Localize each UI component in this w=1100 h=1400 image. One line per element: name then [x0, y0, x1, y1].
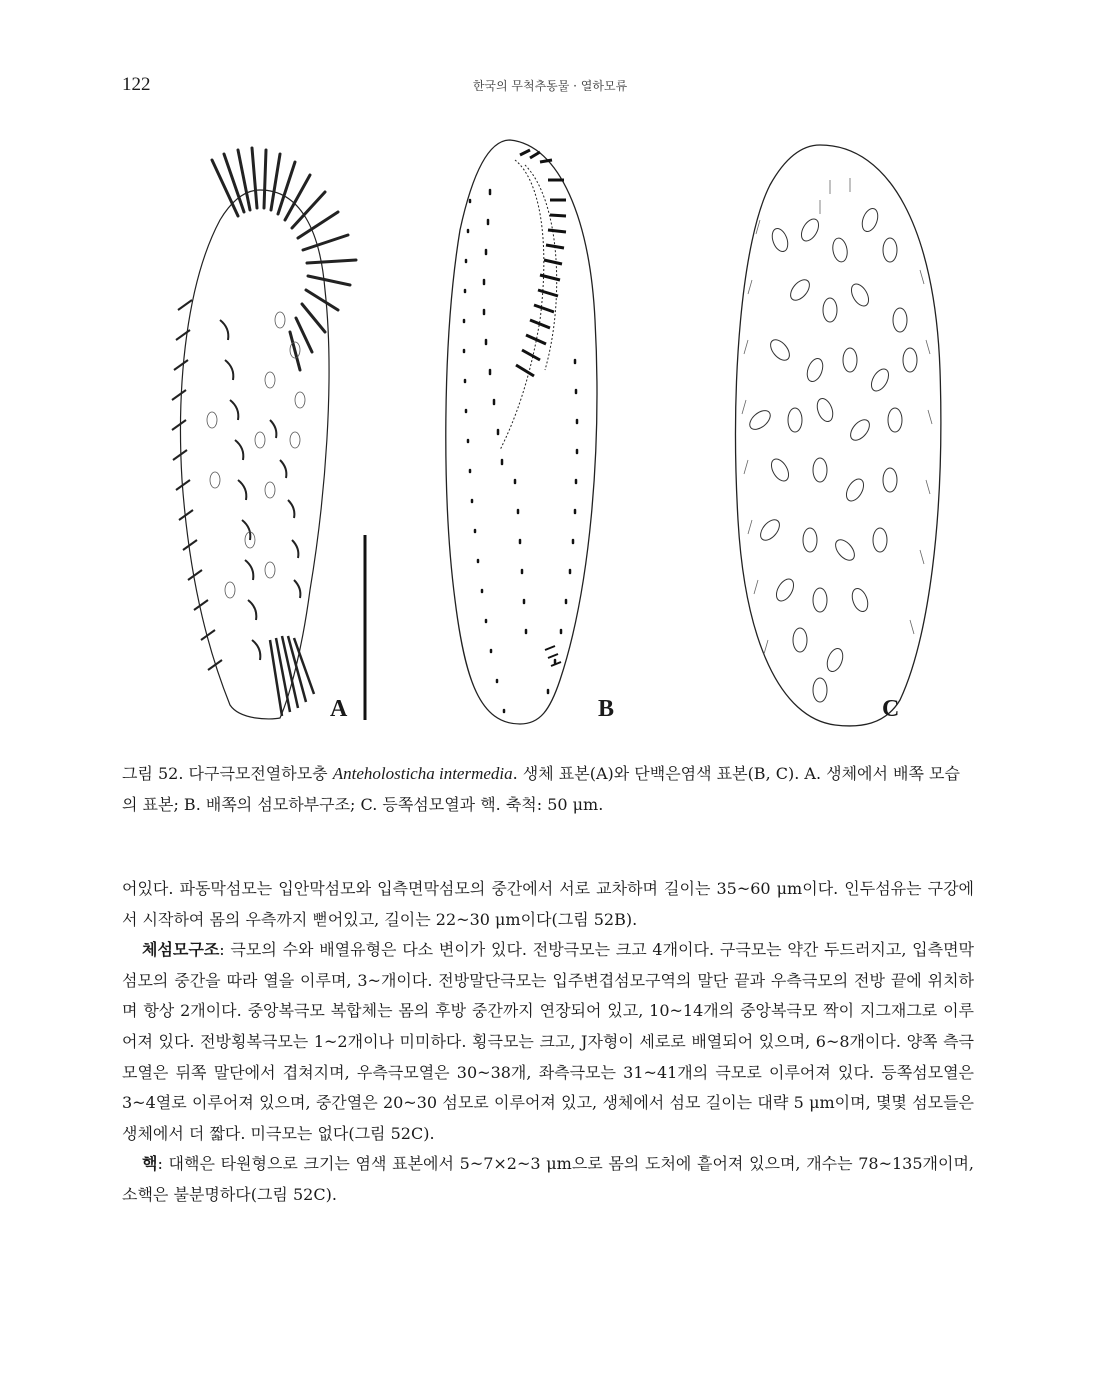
paragraph-2: [122, 935, 974, 1149]
page-number: 122: [122, 74, 151, 95]
panel-label-c: C: [882, 696, 900, 722]
paragraph-2-text: : 극모의 수와 배열유형은 다소 변이가 있다. 전방극모는 크고 4개이다. 구극모는 약간 두드러지고, 입측면막섬모의 중간을 따라 열을 이루며, 3~개이다. 전방말단극모는 입주변겹섬모구역의 말단 끝과 우측극모의 전방 끝에 위치하며 항상 2개이다. 중앙복극모 복합체는 몸의 후방 중간까지 연장되어 있고, 10~14개의 중앙복극모 짝이 지그재그로 이루어져 있다. 전방횡복극모는 1~2개이나 미미하다. 횡극모는 크고, J자형이 세로로 배열되어 있으며, 6~8개이다. 양쪽 측극모열은 뒤쪽 말단에서 겹쳐지며, 우측극모열은 30~38개, 좌측극모는 31~41개의 극모로 이루어져 있다. 등쪽섬모열은 3~4열로 이루어져 있으며, 중간열은 20~30 섬모로 이루어져 있고, 생체에서 섬모 길이는 대략 5 μm이며, 몇몇 섬모들은 생체에서 더 짧다. 미극모는 없다(그림 52C).: [122, 940, 974, 1143]
term-body-ciliature: 체섬모구조: [142, 940, 220, 960]
panel-a-drawing: [172, 148, 356, 719]
body-text: [122, 874, 974, 1211]
running-title: 한국의 무척추동물 · 열하모류: [472, 79, 628, 93]
panel-c-drawing: [736, 145, 941, 726]
figure-caption: [122, 758, 974, 820]
term-nucleus: 핵: [142, 1154, 158, 1174]
caption-prefix: 그림 52. 다구극모전열하모충: [122, 764, 333, 783]
ciliate-drawings: [120, 120, 980, 740]
caption-rest: . 생체 표본(A)와 단백은염색 표본(B, C). A. 생체에서 배쪽 모습의 표본; B. 배쪽의 섬모하부구조; C. 등쪽섬모열과 핵. 축척: 50 μm.: [122, 764, 960, 814]
panel-b-drawing: [446, 140, 597, 724]
panel-label-a: A: [330, 696, 348, 722]
figure-52: [120, 120, 980, 740]
paragraph-3: [122, 1149, 974, 1210]
paragraph-1: 어있다. 파동막섬모는 입안막섬모와 입측면막섬모의 중간에서 서로 교차하며 길이는 35~60 μm이다. 인두섬유는 구강에서 시작하여 몸의 우측까지 뻗어있고, 길이는 22~30 μm이다(그림 52B).: [122, 879, 974, 929]
caption-species: Anteholosticha intermedia: [332, 764, 513, 783]
paragraph-3-text: : 대핵은 타원형으로 크기는 염색 표본에서 5~7×2~3 μm으로 몸의 도처에 흩어져 있으며, 개수는 78~135개이며, 소핵은 불분명하다(그림 52C).: [122, 1154, 974, 1204]
panel-label-b: B: [598, 696, 615, 722]
